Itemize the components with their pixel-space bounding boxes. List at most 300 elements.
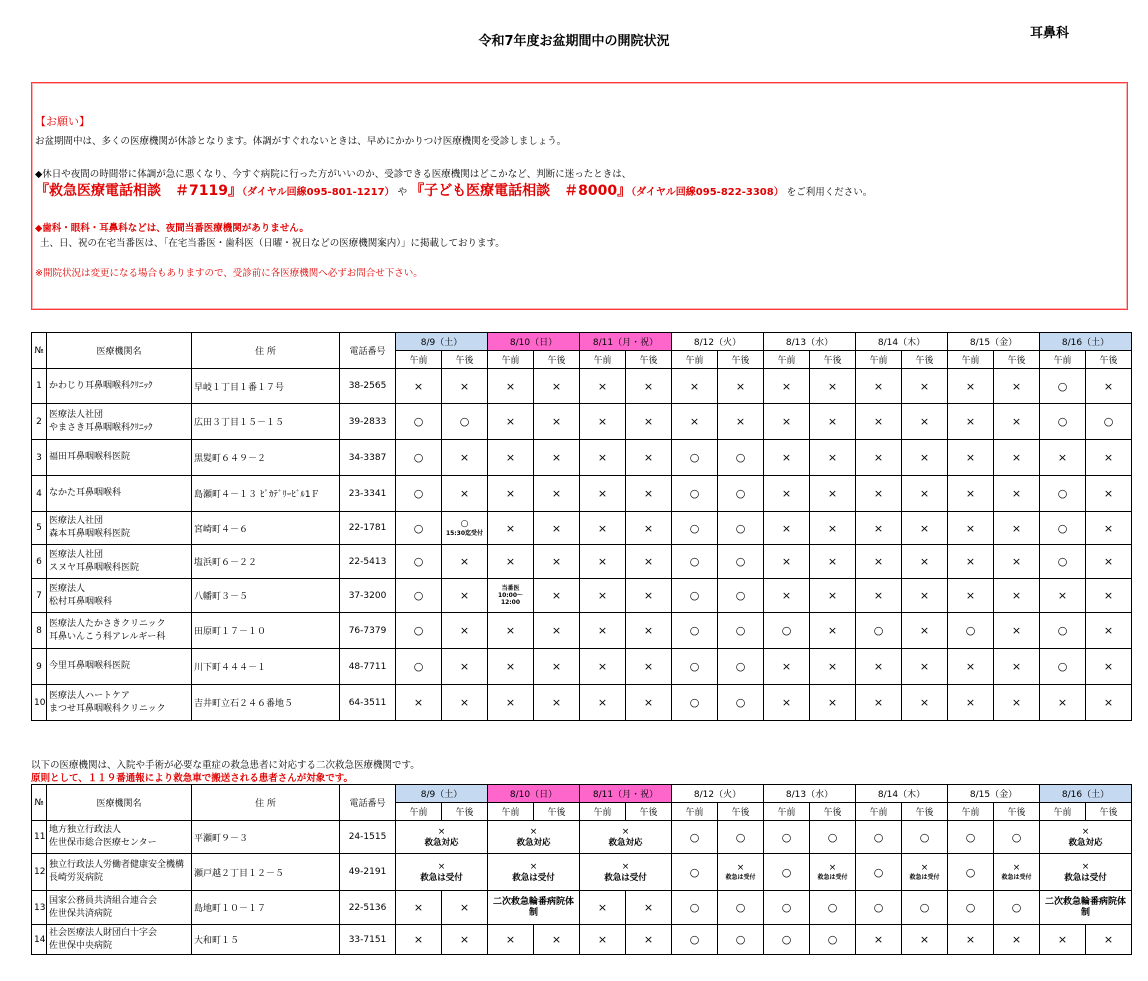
schedule-cell [1040, 821, 1132, 854]
status-mark: × [827, 451, 838, 464]
schedule-cell [672, 512, 718, 545]
schedule-cell [672, 476, 718, 512]
schedule-cell [718, 476, 764, 512]
facility-name [47, 925, 192, 955]
header-am: 午前 [856, 351, 902, 369]
schedule-cell [626, 925, 672, 955]
schedule-cell [718, 613, 764, 649]
row-number: 13 [32, 891, 47, 925]
status-mark: × [827, 660, 838, 673]
schedule-cell [396, 545, 442, 579]
status-mark: × [597, 555, 608, 568]
schedule-cell [764, 476, 810, 512]
schedule-cell [396, 613, 442, 649]
schedule-cell [580, 476, 626, 512]
status-mark: × [1011, 624, 1022, 637]
header-address: 住 所 [192, 785, 340, 821]
schedule-cell [1086, 476, 1132, 512]
schedule-cell [488, 476, 534, 512]
schedule-cell [764, 854, 810, 891]
facility-name [47, 579, 192, 613]
status-mark: × [965, 379, 976, 393]
status-mark: × [689, 379, 700, 393]
status-mark: × [873, 555, 884, 568]
header-pm: 午後 [626, 351, 672, 369]
schedule-cell [856, 649, 902, 685]
table-row [32, 440, 1132, 476]
facility-phone: 33-7151 [340, 925, 396, 955]
schedule-cell [672, 649, 718, 685]
row-number: 9 [32, 649, 47, 685]
schedule-cell [948, 545, 994, 579]
status-mark: × [1103, 521, 1114, 535]
status-mark: × [965, 521, 976, 535]
schedule-cell [1040, 545, 1086, 579]
schedule-cell [534, 649, 580, 685]
status-note: 当番医 [501, 585, 520, 592]
schedule-cell [534, 545, 580, 579]
facility-phone: 48-7711 [340, 649, 396, 685]
schedule-cell [856, 440, 902, 476]
schedule-cell [1040, 369, 1086, 404]
facility-name-line: 長崎労災病院 [49, 873, 104, 883]
schedule-cell [488, 512, 534, 545]
status-mark: × [873, 696, 884, 709]
schedule-cell [994, 545, 1040, 579]
schedule-cell [764, 821, 810, 854]
status-mark: × [1011, 933, 1022, 946]
status-mark: ○ [689, 589, 700, 602]
schedule-cell [1086, 404, 1132, 440]
header-am: 午前 [396, 351, 442, 369]
schedule-cell [764, 891, 810, 925]
schedule-cell [902, 369, 948, 404]
schedule-cell [626, 512, 672, 545]
status-mark: × [919, 696, 930, 709]
status-mark: × [873, 933, 884, 946]
facility-address: 黒髪町６４９－２ [192, 440, 340, 476]
facility-phone: 64-3511 [340, 685, 396, 721]
header-pm: 午後 [442, 351, 488, 369]
schedule-cell [810, 685, 856, 721]
schedule-cell [856, 854, 902, 891]
status-mark: × [1103, 555, 1114, 568]
schedule-cell [948, 891, 994, 925]
status-mark: × [965, 487, 976, 500]
status-mark: × [643, 624, 654, 637]
schedule-cell [396, 369, 442, 404]
row-number: 2 [32, 404, 47, 440]
schedule-cell [856, 579, 902, 613]
facility-name-line: 医療法人社団 [49, 516, 104, 526]
schedule-cell [580, 891, 626, 925]
schedule-cell [948, 369, 994, 404]
status-mark: ○ [689, 624, 700, 637]
schedule-cell [1086, 925, 1132, 955]
schedule-cell [396, 685, 442, 721]
status-mark: ○ [413, 451, 424, 464]
schedule-cell [902, 545, 948, 579]
status-mark: × [643, 555, 654, 568]
header-date: 8/10（日） [488, 333, 580, 351]
schedule-cell [488, 821, 580, 854]
facility-name-line: 地方独立行政法人 [49, 825, 122, 835]
schedule-cell [1086, 440, 1132, 476]
header-date: 8/9（土） [396, 785, 488, 803]
schedule-cell [810, 512, 856, 545]
status-mark: × [529, 861, 538, 872]
header-am: 午前 [672, 351, 718, 369]
schedule-cell [442, 579, 488, 613]
schedule-cell [442, 613, 488, 649]
status-note: 救急は受付 [1064, 872, 1107, 883]
schedule-cell [948, 579, 994, 613]
status-mark: × [827, 487, 838, 500]
status-mark: ○ [1011, 901, 1022, 914]
schedule-cell [534, 476, 580, 512]
header-pm: 午後 [810, 351, 856, 369]
status-mark: × [1012, 863, 1021, 873]
header-pm: 午後 [1086, 803, 1132, 821]
status-mark: × [459, 487, 470, 500]
schedule-cell [994, 685, 1040, 721]
schedule-cell [672, 821, 718, 854]
schedule-cell [1086, 685, 1132, 721]
status-mark: ○ [965, 624, 976, 637]
notice-weekend: 土、日、祝の在宅当番医は、「在宅当番医・歯科医（日曜・祝日などの医療機関案内）」に掲載しております。 [40, 238, 505, 249]
status-mark: × [505, 660, 516, 673]
status-mark: × [827, 415, 838, 428]
status-mark: × [551, 487, 562, 500]
header-am: 午前 [488, 803, 534, 821]
status-mark: × [437, 826, 446, 837]
facility-phone: 22-5136 [340, 891, 396, 925]
status-mark: × [551, 696, 562, 709]
schedule-cell [626, 545, 672, 579]
status-mark: × [597, 589, 608, 602]
schedule-cell [994, 440, 1040, 476]
status-mark: × [919, 933, 930, 946]
schedule-cell [856, 925, 902, 955]
header-no: № [32, 785, 47, 821]
status-mark: × [413, 696, 424, 709]
facility-name [47, 512, 192, 545]
schedule-cell [902, 854, 948, 891]
row-number: 1 [32, 369, 47, 404]
schedule-cell [534, 404, 580, 440]
status-mark: ○ [460, 519, 469, 529]
status-mark: ○ [689, 696, 700, 709]
status-mark: × [873, 589, 884, 602]
schedule-cell [488, 545, 534, 579]
header-am: 午前 [948, 351, 994, 369]
status-mark: × [873, 521, 884, 535]
schedule-cell [902, 821, 948, 854]
status-mark: ○ [873, 901, 884, 914]
status-mark: × [965, 933, 976, 946]
schedule-cell [626, 369, 672, 404]
schedule-cell [994, 476, 1040, 512]
table-row [32, 613, 1132, 649]
status-mark: × [597, 696, 608, 709]
schedule-cell [626, 891, 672, 925]
status-mark: × [551, 379, 562, 393]
schedule-cell [810, 649, 856, 685]
schedule-cell [764, 649, 810, 685]
facility-name-line: 福田耳鼻咽喉科医院 [49, 452, 131, 462]
schedule-cell [442, 440, 488, 476]
status-mark: × [873, 451, 884, 464]
row-number: 3 [32, 440, 47, 476]
status-mark: × [551, 555, 562, 568]
status-mark: ○ [1011, 830, 1022, 844]
facility-name [47, 821, 192, 854]
facility-name-line: 松村耳鼻咽喉科 [49, 596, 113, 607]
table-row [32, 925, 1132, 955]
facility-name-line: 医療法人たかさきクリニック [49, 618, 166, 629]
schedule-cell [994, 512, 1040, 545]
status-mark: ○ [1057, 521, 1068, 535]
status-mark: × [919, 589, 930, 602]
header-pm: 午後 [442, 803, 488, 821]
status-note: 10:00～12:00 [497, 592, 524, 606]
status-mark: × [597, 379, 608, 393]
status-mark: ○ [873, 865, 884, 879]
status-mark: × [1103, 660, 1114, 673]
status-mark: ○ [781, 933, 792, 946]
schedule-cell [994, 854, 1040, 891]
header-date: 8/12（火） [672, 785, 764, 803]
status-mark: ○ [413, 521, 424, 535]
facility-name [47, 404, 192, 440]
header-date: 8/11（月・祝） [580, 333, 672, 351]
schedule-cell [396, 512, 442, 545]
schedule-cell [580, 579, 626, 613]
facility-address: 平瀬町９－３ [192, 821, 340, 854]
status-mark: × [873, 487, 884, 500]
schedule-cell [672, 685, 718, 721]
status-mark: ○ [781, 901, 792, 914]
status-mark: ○ [781, 624, 792, 637]
schedule-cell [1040, 925, 1086, 955]
schedule-cell [948, 821, 994, 854]
status-mark: × [919, 415, 930, 428]
facility-name [47, 440, 192, 476]
schedule-cell [442, 925, 488, 955]
schedule-cell [488, 579, 534, 613]
status-mark: × [781, 589, 792, 602]
status-mark: × [919, 379, 930, 393]
schedule-cell [856, 369, 902, 404]
schedule-cell [810, 613, 856, 649]
status-mark: × [505, 624, 516, 637]
status-mark: × [529, 826, 538, 837]
header-am: 午前 [580, 803, 626, 821]
table-row [32, 821, 1132, 854]
schedule-cell [396, 891, 442, 925]
status-mark: × [505, 451, 516, 464]
header-am: 午前 [856, 803, 902, 821]
facility-phone: 39-2833 [340, 404, 396, 440]
schedule-cell [948, 685, 994, 721]
notice-no-night: ◆歯科・眼科・耳鼻科などは、夜間当番医療機関がありません。 [35, 223, 309, 234]
schedule-cell [580, 369, 626, 404]
status-mark: ○ [735, 830, 746, 844]
status-note: 救急は受付 [420, 872, 463, 883]
status-mark: ○ [1057, 555, 1068, 568]
status-note: 救急は受付 [909, 874, 940, 881]
status-mark: × [597, 451, 608, 464]
schedule-cell [396, 854, 488, 891]
facility-name-line: なかた耳鼻咽喉科 [49, 488, 122, 498]
schedule-cell [1040, 512, 1086, 545]
status-mark: × [459, 660, 470, 673]
section2-description: 以下の医療機関は、入院や手術が必要な重症の救急患者に対応する二次救急医療機関です。 [31, 760, 420, 771]
status-mark: × [551, 451, 562, 464]
status-mark: × [781, 696, 792, 709]
notice-box [31, 82, 1128, 310]
schedule-cell [442, 476, 488, 512]
schedule-cell [810, 545, 856, 579]
header-no: № [32, 333, 47, 369]
status-mark: ○ [735, 901, 746, 914]
schedule-cell [948, 476, 994, 512]
facility-phone: 22-5413 [340, 545, 396, 579]
notice-line2: ◆休日や夜間の時間帯に体調が急に悪くなり、今すぐ病院に行った方がいいのか、受診できる医療機関はどこかなど、判断に迷ったときは、 [35, 169, 632, 180]
schedule-cell [488, 613, 534, 649]
facility-name-line: 森本耳鼻咽喉科医院 [49, 529, 131, 539]
status-mark: ○ [1057, 624, 1068, 637]
schedule-cell [764, 925, 810, 955]
schedule-cell [948, 613, 994, 649]
header-am: 午前 [580, 351, 626, 369]
schedule-cell [396, 404, 442, 440]
facility-name-line: 佐世保市総合医療センター [49, 838, 157, 848]
header-pm: 午後 [718, 351, 764, 369]
schedule-cell [442, 512, 488, 545]
schedule-cell [580, 440, 626, 476]
schedule-cell [626, 476, 672, 512]
schedule-cell [994, 404, 1040, 440]
schedule-cell [534, 512, 580, 545]
status-mark: × [1081, 826, 1090, 837]
schedule-cell [626, 613, 672, 649]
facility-address: 八幡町３－５ [192, 579, 340, 613]
schedule-cell [810, 440, 856, 476]
row-number: 12 [32, 854, 47, 891]
row-number: 11 [32, 821, 47, 854]
status-mark: × [873, 379, 884, 393]
status-mark: × [919, 521, 930, 535]
status-mark: ○ [413, 624, 424, 637]
status-mark: ○ [735, 624, 746, 637]
header-date: 8/15（金） [948, 333, 1040, 351]
schedule-cell [396, 925, 442, 955]
status-note: 救急は受付 [725, 874, 756, 881]
schedule-cell [810, 579, 856, 613]
schedule-cell [580, 613, 626, 649]
schedule-cell [856, 512, 902, 545]
facility-address: 瀬戸越２丁目１２－５ [192, 854, 340, 891]
table-row [32, 404, 1132, 440]
status-mark: × [1103, 451, 1114, 464]
schedule-cell [534, 613, 580, 649]
facility-address: 塩浜町６－２２ [192, 545, 340, 579]
schedule-cell [488, 369, 534, 404]
facility-address: 島瀬町４－１３ ﾋﾟｶﾃﾞﾘｰﾋﾞﾙ1Ｆ [192, 476, 340, 512]
status-mark: × [459, 933, 470, 946]
schedule-cell [810, 891, 856, 925]
facility-phone: 37-3200 [340, 579, 396, 613]
header-date: 8/16（土） [1040, 333, 1132, 351]
schedule-cell [856, 613, 902, 649]
facility-name-line: 医療法人 [49, 583, 86, 594]
notice-hotlines [35, 180, 872, 200]
status-mark: ○ [413, 589, 424, 602]
row-number: 5 [32, 512, 47, 545]
header-pm: 午後 [810, 803, 856, 821]
facility-name-line: 医療法人社団 [49, 409, 104, 420]
facility-name-line: 独立行政法人労働者健康安全機構 [49, 860, 185, 870]
facility-phone: 24-1515 [340, 821, 396, 854]
schedule-cell [580, 512, 626, 545]
status-note: 15:30迄受付 [445, 530, 484, 537]
header-date: 8/15（金） [948, 785, 1040, 803]
status-mark: ○ [735, 660, 746, 673]
status-mark: × [1011, 451, 1022, 464]
status-mark: × [1103, 624, 1114, 637]
header-date: 8/16（土） [1040, 785, 1132, 803]
status-mark: ○ [413, 660, 424, 673]
schedule-cell [396, 440, 442, 476]
schedule-cell [718, 821, 764, 854]
status-mark: × [1103, 589, 1114, 602]
schedule-cell [534, 579, 580, 613]
schedule-cell [810, 476, 856, 512]
schedule-cell [488, 404, 534, 440]
status-mark: × [505, 555, 516, 568]
hotline-8000-dial: （ダイヤル回線095-822-3308） [631, 187, 784, 198]
facility-address: 大和町１５ [192, 925, 340, 955]
status-note: 救急対応 [424, 837, 459, 848]
schedule-cell [764, 369, 810, 404]
schedule-cell [488, 685, 534, 721]
status-mark: × [1057, 933, 1068, 946]
schedule-cell [718, 685, 764, 721]
status-mark: ○ [689, 933, 700, 946]
facility-name-line: 佐世保中央病院 [49, 940, 113, 951]
schedule-cell [1086, 512, 1132, 545]
schedule-cell [396, 821, 488, 854]
notice-line1: お盆期間中は、多くの医療機関が休診となります。体調がすぐれないときは、早めにかかりつけ医療機関を受診しましょう。 [35, 136, 567, 147]
status-mark: × [1103, 379, 1114, 393]
status-mark: × [413, 901, 424, 914]
header-pm: 午後 [1086, 351, 1132, 369]
status-mark: × [643, 451, 654, 464]
row-number: 6 [32, 545, 47, 579]
facility-address: 宮崎町４－６ [192, 512, 340, 545]
schedule-cell [948, 649, 994, 685]
header-date: 8/9（土） [396, 333, 488, 351]
status-mark: × [413, 379, 424, 393]
table-row [32, 545, 1132, 579]
status-mark: ○ [965, 901, 976, 914]
status-mark: × [505, 696, 516, 709]
status-note: 救急は受付 [512, 872, 555, 883]
status-mark: 二次救急輪番病院体制 [1044, 896, 1126, 918]
status-mark: × [505, 933, 516, 946]
schedule-cell [810, 404, 856, 440]
